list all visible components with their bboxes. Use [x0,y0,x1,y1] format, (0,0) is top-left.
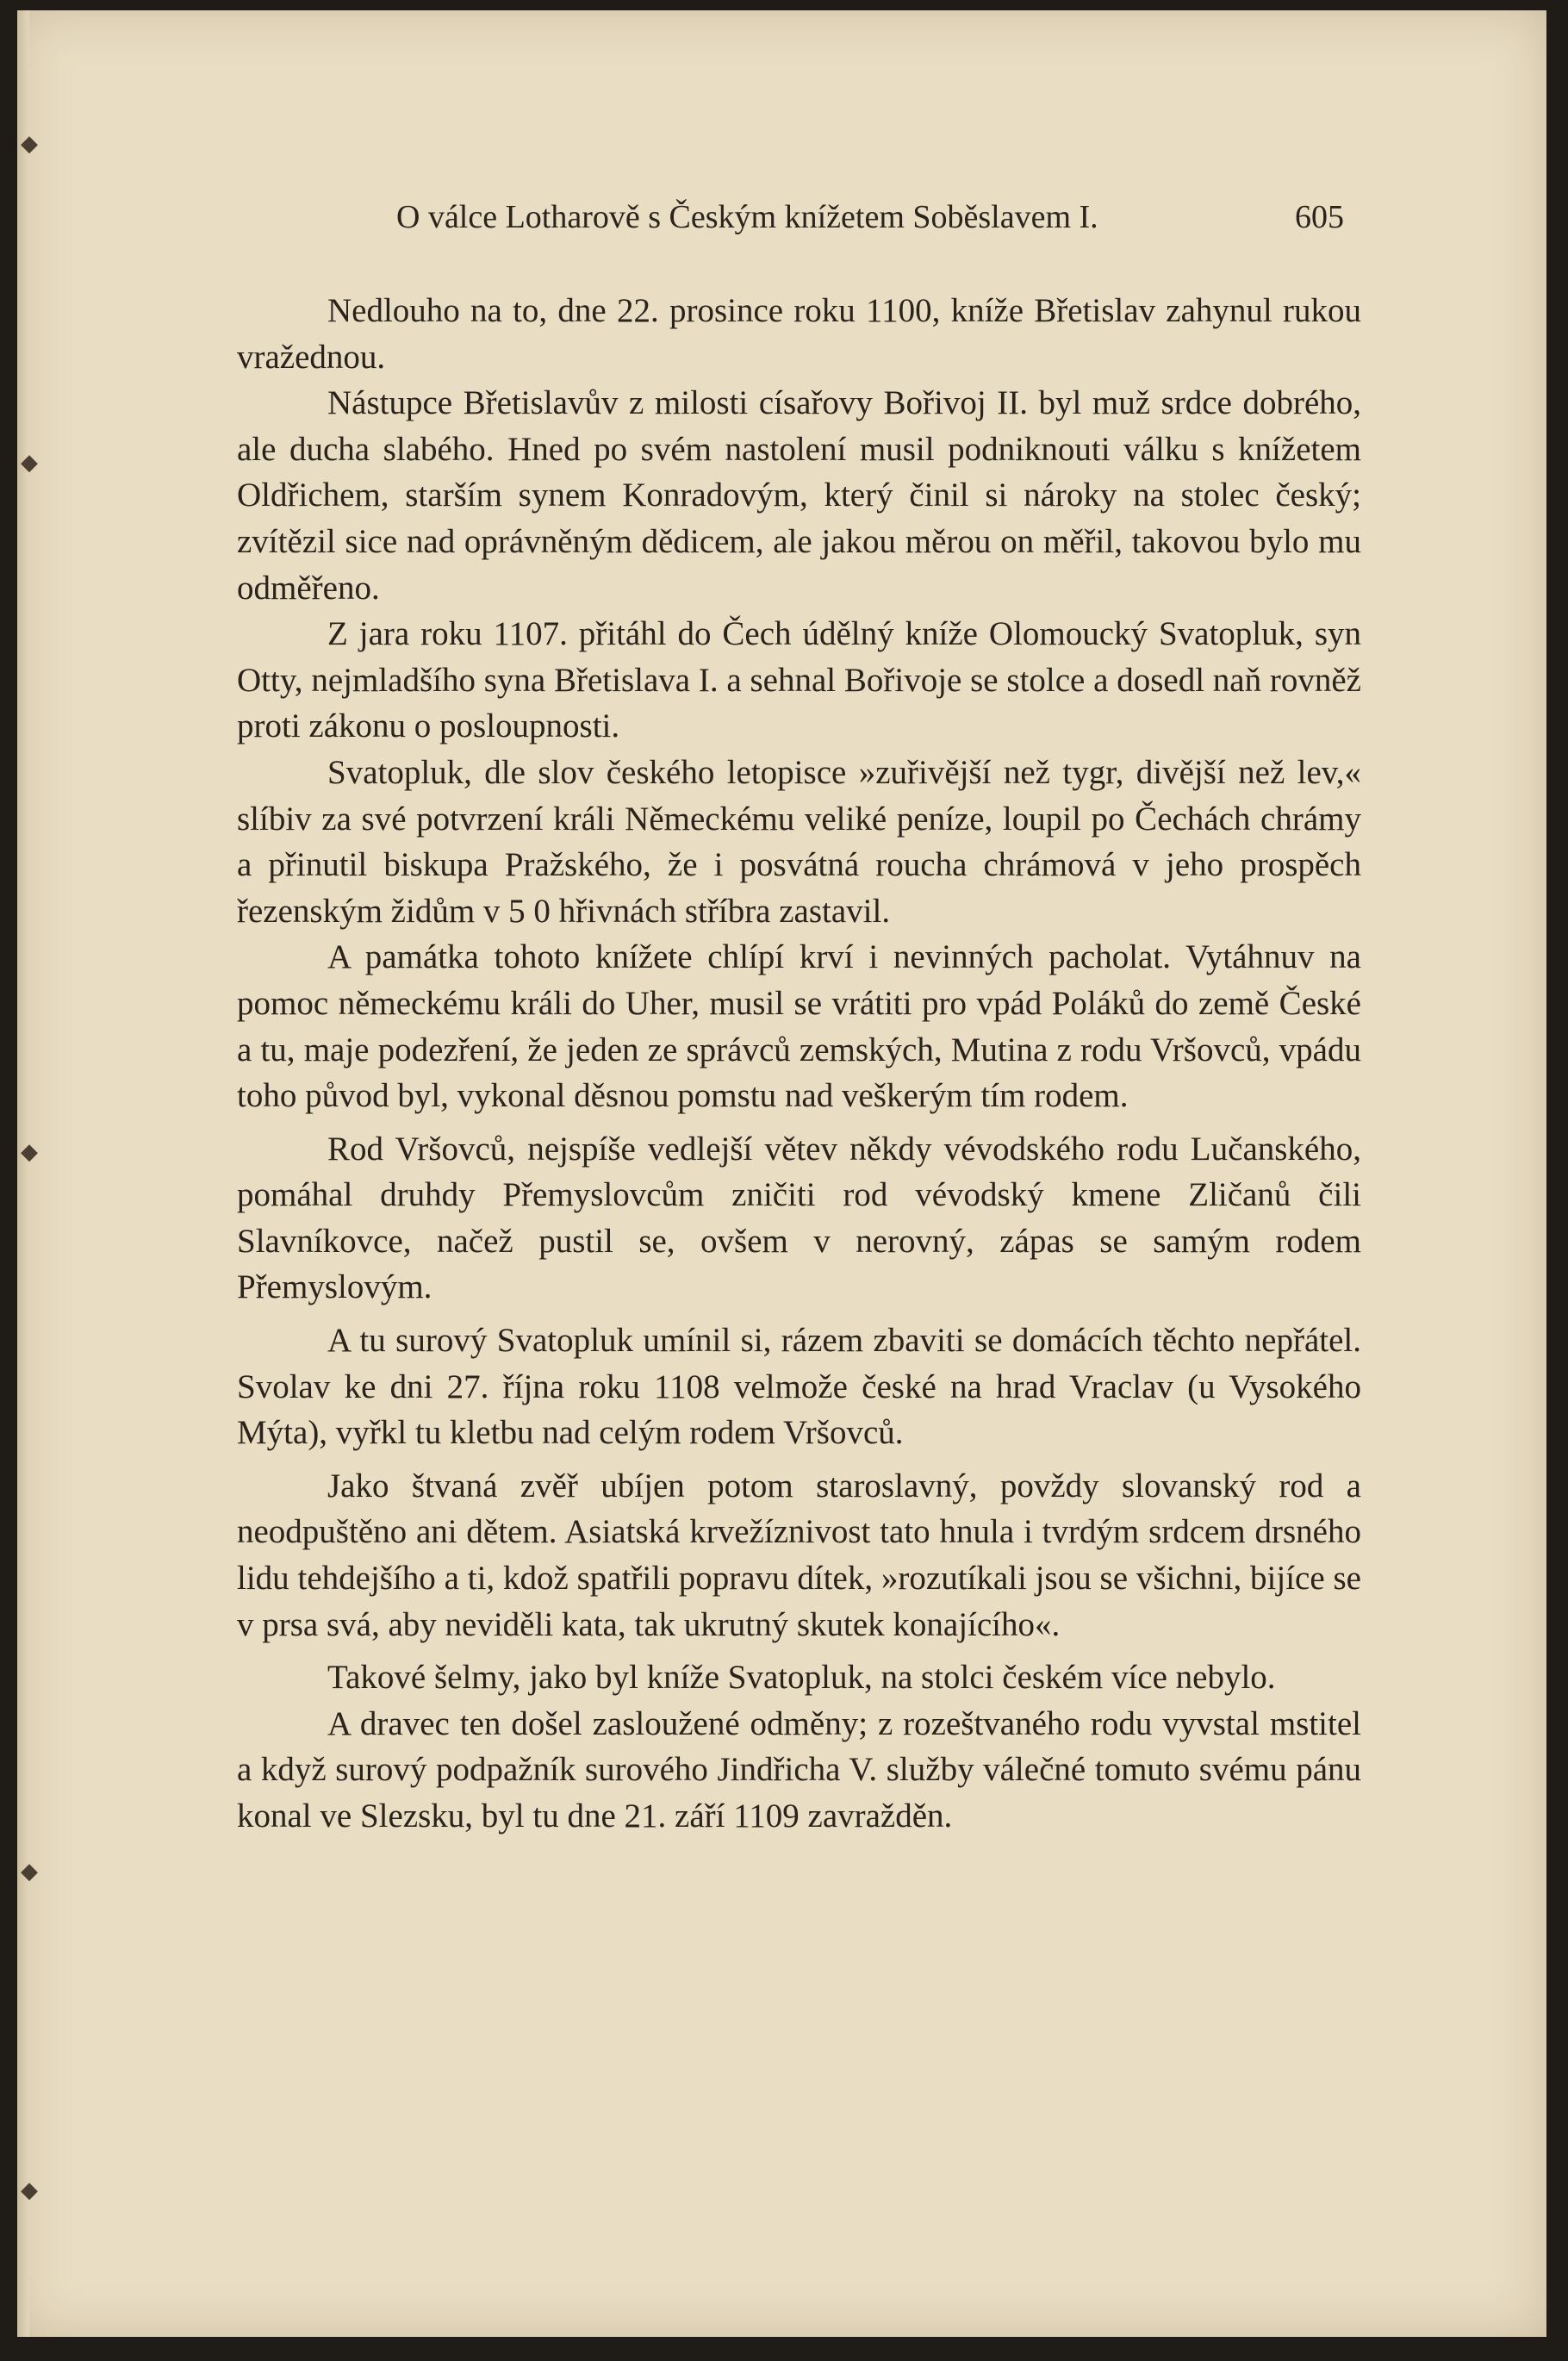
binding-edge [17,10,38,2337]
paragraph: A památka tohoto knížete chlípí krví i nevinných pacholat. Vytáhnuv na pomoc německému králi do Uher, musil se vrátiti pro vpád Poláků do země České a tu, maje podezření, že jeden ze správců zemských, Mutina z rodu Vršovců, vpádu toho původ byl, vykonal děsnou pomstu nad veškerým tím rodem. [237,938,1361,1115]
body-text [237,288,1361,1840]
paragraph: Nedlouho na to, dne 22. prosince roku 1100, kníže Břetislav zahynul rukou vražednou. [237,292,1361,376]
paragraph: Nástupce Břetislavův z milosti císařovy Bořivoj II. byl muž srdce dobrého, ale ducha slabého. Hned po svém nastolení musil podniknouti válku s knížetem Oldřichem, starším synem Konradovým, který činil si nároky na stolec český; zvítězil sice nad oprávněným dědicem, ale jakou měrou on měřil, takovou bylo mu odměřeno. [237,384,1361,607]
binding-thread-mark: ◆ [21,2177,38,2203]
binding-thread-mark: ◆ [21,131,38,157]
paragraph: Takové šelmy, jako byl kníže Svatopluk, na stolci českém více nebylo. [327,1659,1276,1697]
binding-thread-mark: ◆ [21,1139,38,1165]
paragraph: Rod Vršovců, nejspíše vedlejší větev někdy vévodského rodu Lučanského, pomáhal druhdy Přemyslovcům zničiti rod vévodský kmene Zličanů čili Slavníkovce, načež pustil se, ovšem v nerovný, zápas se samým rodem Přemyslovým. [237,1130,1361,1306]
binding-thread-mark: ◆ [21,450,38,476]
paragraph: A dravec ten došel zasloužené odměny; z rozeštvaného rodu vyvstal mstitel a když surový podpažník surového Jindřicha V. služby válečné tomuto svému pánu konal ve Slezsku, byl tu dne 21. září 1109 zavražděn. [237,1704,1361,1835]
paragraph: Z jara roku 1107. přitáhl do Čech údělný kníže Olomoucký Svatopluk, syn Otty, nejmladšího syna Břetislava I. a sehnal Bořivoje se stolce a dosedl naň rovněž proti zákonu o posloupnosti. [237,615,1361,745]
running-header [396,198,1344,241]
binding-thread-mark: ◆ [21,1859,38,1884]
running-title: O válce Lotharově s Českým knížetem Soběslavem I. [396,199,1098,235]
book-page [17,10,1546,2337]
paragraph: Jako štvaná zvěř ubíjen potom staroslavný, povždy slovanský rod a neodpuštěno ani dětem. Asiatská krvežíznivost tato hnula i tvrdým srdcem drsného lidu tehdejšího a ti, kdož spatřili popravu dítek, »rozutíkali jsou se všichni, bijíce se v prsa svá, aby neviděli kata, tak ukrutný skutek konajícího«. [237,1467,1361,1643]
paragraph: Svatopluk, dle slov českého letopisce »zuřivější než tygr, divější než lev,« slíbiv za své potvrzení králi Německému veliké peníze, loupil po Čechách chrámy a přinutil biskupa Pražského, že i posvátná roucha chrámová v jeho prospěch řezenským židům v 5 0 hřivnách stříbra zastavil. [237,753,1361,930]
paragraph: A tu surový Svatopluk umínil si, rázem zbaviti se domácích těchto nepřátel. Svolav ke dni 27. října roku 1108 velmože české na hrad Vraclav (u Vysokého Mýta), vyřkl tu kletbu nad celým rodem Vršovců. [237,1322,1361,1452]
page-number: 605 [1295,199,1344,235]
